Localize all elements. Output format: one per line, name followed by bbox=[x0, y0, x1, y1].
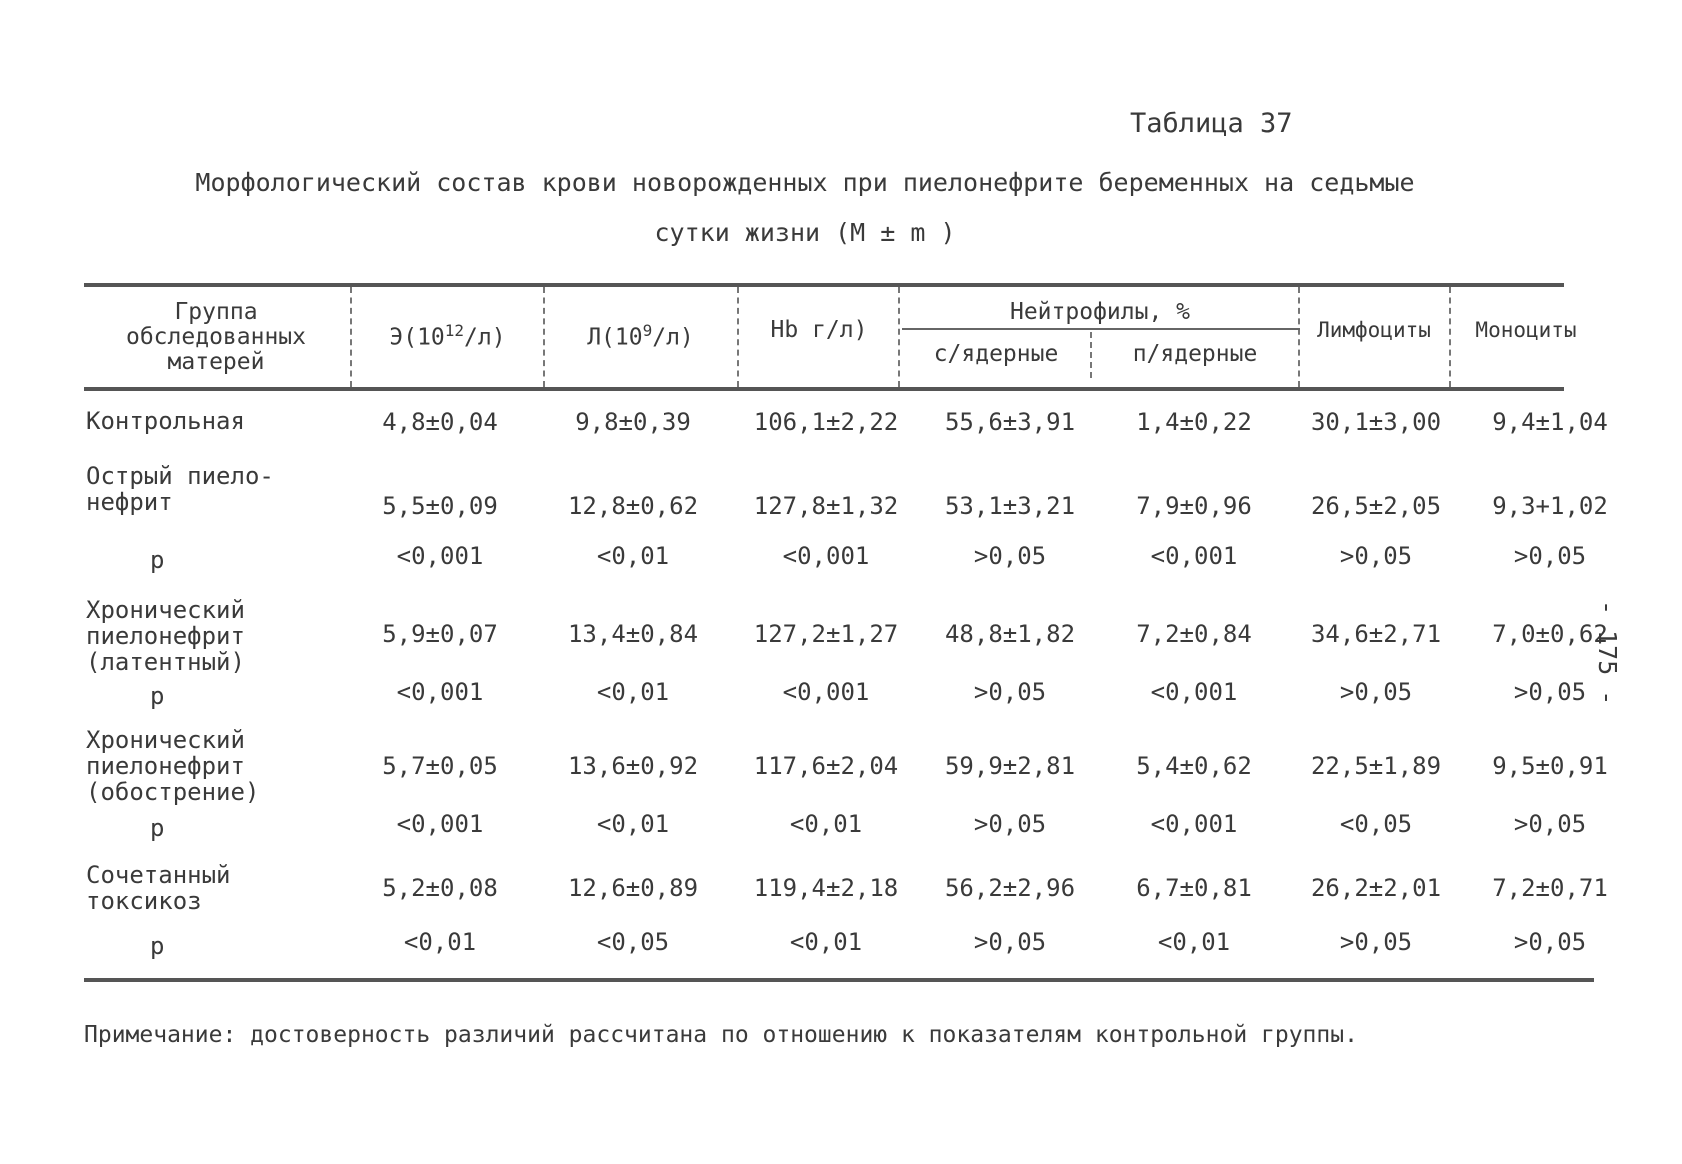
table-number: Таблица 37 bbox=[1130, 108, 1293, 139]
neutrophil-subheader-rule bbox=[902, 328, 1300, 330]
table-title-line1: Морфологический состав крови новорожденных при пиелонефрите беременных на седьмые bbox=[195, 168, 1415, 197]
p-value-cell: <0,01 bbox=[1157, 928, 1231, 956]
p-value-cell: >0,05 bbox=[1339, 542, 1413, 570]
p-value-cell: >0,05 bbox=[1513, 810, 1587, 838]
table-cell: 53,1±3,21 bbox=[944, 492, 1076, 520]
header-segmented: с/ядерные bbox=[933, 341, 1059, 367]
table-cell: 12,8±0,62 bbox=[567, 492, 699, 520]
table-cell: 26,2±2,01 bbox=[1310, 874, 1442, 902]
p-value-cell: >0,05 bbox=[1339, 678, 1413, 706]
p-value-cell: >0,05 bbox=[973, 928, 1047, 956]
p-value-cell: <0,01 bbox=[596, 810, 670, 838]
row-label: Острый пиело- нефрит bbox=[86, 462, 274, 516]
table-cell: 117,6±2,04 bbox=[753, 752, 899, 780]
p-value-cell: <0,01 bbox=[789, 928, 863, 956]
header-leukocytes: $Л(10^9/л)$ bbox=[587, 321, 694, 351]
p-value-cell: >0,05 bbox=[1339, 928, 1413, 956]
table-top-rule bbox=[84, 283, 1564, 287]
p-value-cell: <0,01 bbox=[596, 678, 670, 706]
table-cell: 34,6±2,71 bbox=[1310, 620, 1442, 648]
header-bottom-rule bbox=[84, 387, 1564, 391]
row-label: Контрольная bbox=[86, 407, 245, 435]
table-cell: 127,2±1,27 bbox=[753, 620, 899, 648]
table-cell: 5,5±0,09 bbox=[382, 492, 498, 520]
table-cell: 9,3+1,02 bbox=[1492, 492, 1608, 520]
p-label: р bbox=[150, 932, 165, 960]
header-lymphocytes: Лимфоциты bbox=[1317, 318, 1431, 342]
header-group: Группа обследованных матерей bbox=[125, 299, 306, 375]
table-cell: 106,1±2,22 bbox=[753, 408, 899, 436]
header-erythrocytes: $Э(10^{12}/л)$ bbox=[389, 321, 506, 351]
column-divider bbox=[737, 287, 739, 387]
table-cell: 22,5±1,89 bbox=[1310, 752, 1442, 780]
p-value-cell: <0,001 bbox=[396, 678, 484, 706]
row-label: Хронический пиелонефрит (обострение) bbox=[86, 726, 260, 806]
p-value-cell: <0,001 bbox=[1150, 678, 1238, 706]
row-label: Хронический пиелонефрит (латентный) bbox=[86, 596, 245, 676]
table-cell: 7,0±0,62 bbox=[1492, 620, 1608, 648]
table-cell: 56,2±2,96 bbox=[944, 874, 1076, 902]
p-value-cell: <0,01 bbox=[789, 810, 863, 838]
p-value-cell: <0,001 bbox=[1150, 542, 1238, 570]
p-value-cell: <0,001 bbox=[782, 678, 870, 706]
table-cell: 12,6±0,89 bbox=[567, 874, 699, 902]
column-divider bbox=[350, 287, 352, 387]
table-cell: 48,8±1,82 bbox=[944, 620, 1076, 648]
p-label: р bbox=[150, 814, 165, 842]
table-cell: 5,9±0,07 bbox=[382, 620, 498, 648]
table-cell: 1,4±0,22 bbox=[1136, 408, 1252, 436]
table-cell: 55,6±3,91 bbox=[944, 408, 1076, 436]
table-cell: 9,8±0,39 bbox=[575, 408, 691, 436]
table-cell: 13,4±0,84 bbox=[567, 620, 699, 648]
p-value-cell: <0,01 bbox=[403, 928, 477, 956]
table-cell: 119,4±2,18 bbox=[753, 874, 899, 902]
header-neutrophils: Нейтрофилы, % bbox=[1009, 299, 1190, 325]
header-band: п/ядерные bbox=[1132, 341, 1258, 367]
table-cell: 9,4±1,04 bbox=[1492, 408, 1608, 436]
p-value-cell: <0,05 bbox=[596, 928, 670, 956]
column-divider bbox=[543, 287, 545, 387]
table-cell: 5,7±0,05 bbox=[382, 752, 498, 780]
table-cell: 7,9±0,96 bbox=[1136, 492, 1252, 520]
p-value-cell: <0,001 bbox=[782, 542, 870, 570]
table-title-line2: сутки жизни (М ± m ) bbox=[654, 218, 956, 247]
table-cell: 5,4±0,62 bbox=[1136, 752, 1252, 780]
p-value-cell: >0,05 bbox=[973, 542, 1047, 570]
p-value-cell: >0,05 bbox=[1513, 542, 1587, 570]
p-value-cell: <0,05 bbox=[1339, 810, 1413, 838]
p-value-cell: <0,001 bbox=[1150, 810, 1238, 838]
table-cell: 5,2±0,08 bbox=[382, 874, 498, 902]
table-cell: 7,2±0,71 bbox=[1492, 874, 1608, 902]
p-label: р bbox=[150, 682, 165, 710]
p-value-cell: >0,05 bbox=[973, 678, 1047, 706]
table-cell: 26,5±2,05 bbox=[1310, 492, 1442, 520]
table-bottom-rule bbox=[84, 978, 1594, 982]
table-cell: 4,8±0,04 bbox=[382, 408, 498, 436]
table-note: Примечание: достоверность различий рассчитана по отношению к показателям контрольной группы. bbox=[84, 1022, 1358, 1048]
page-number: - 175 - bbox=[1593, 600, 1622, 706]
p-value-cell: <0,001 bbox=[396, 542, 484, 570]
table-cell: 9,5±0,91 bbox=[1492, 752, 1608, 780]
table-cell: 7,2±0,84 bbox=[1136, 620, 1252, 648]
table-cell: 6,7±0,81 bbox=[1136, 874, 1252, 902]
table-cell: 30,1±3,00 bbox=[1310, 408, 1442, 436]
p-value-cell: <0,001 bbox=[396, 810, 484, 838]
p-value-cell: >0,05 bbox=[973, 810, 1047, 838]
p-label: р bbox=[150, 546, 165, 574]
table-cell: 127,8±1,32 bbox=[753, 492, 899, 520]
table-cell: 13,6±0,92 bbox=[567, 752, 699, 780]
header-hemoglobin: Hb г/л) bbox=[770, 317, 868, 343]
p-value-cell: >0,05 bbox=[1513, 928, 1587, 956]
column-divider bbox=[898, 287, 900, 387]
p-value-cell: <0,01 bbox=[596, 542, 670, 570]
header-monocytes: Моноциты bbox=[1475, 318, 1577, 342]
table-cell: 59,9±2,81 bbox=[944, 752, 1076, 780]
row-label: Сочетанный токсикоз bbox=[86, 861, 231, 915]
p-value-cell: >0,05 bbox=[1513, 678, 1587, 706]
